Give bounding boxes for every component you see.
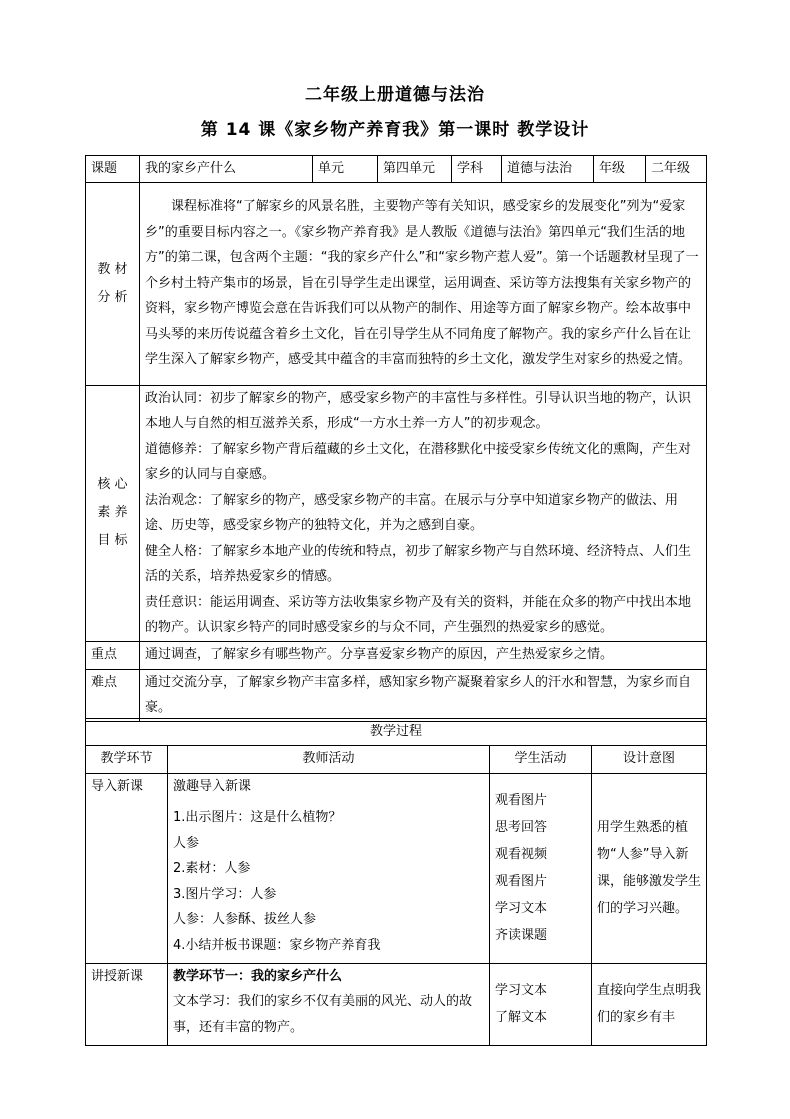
goal-item: 责任意识：能运用调查、采访等方法收集家乡物产及有关的资料，并能在众多的物产中找出本地的物产。认识家乡特产的同时感受家乡的与众不同，产生强烈的热爱家乡的感觉。	[145, 594, 692, 635]
header-teacher: 教师活动	[168, 745, 490, 773]
difficulty-row	[86, 669, 707, 721]
subject-value: 道德与法治	[502, 156, 594, 183]
goal-item: 道德修养：了解家乡物产背后蕴藏的乡土文化，在潜移默化中接受家乡传统文化的熏陶，产生对家乡的认同与自豪感。	[145, 441, 692, 482]
student-activity-cell: 观看图片 思考回答 观看视频 观看图片 学习文本 齐读课题	[490, 773, 592, 963]
header-intent: 设计意图	[592, 745, 707, 773]
process-title: 教学过程	[86, 719, 707, 746]
subject-label: 学科	[452, 156, 502, 183]
process-row-intro	[86, 773, 707, 963]
teacher-activity-cell: 教学环节一：我的家乡产什么 文本学习：我们的家乡不仅有美丽的风光、动人的故事，还有丰富的物产。	[168, 963, 490, 1045]
unit-value: 第四单元	[378, 156, 452, 183]
process-title-row	[86, 719, 707, 746]
teaching-process-table	[85, 718, 707, 1046]
document-subtitle: 第 14 课《家乡物产养育我》第一课时 教学设计	[200, 120, 590, 140]
info-row	[86, 156, 707, 183]
goal-item: 健全人格：了解家乡本地产业的传统和特点，初步了解家乡物产与自然环境、经济特点、人们生活的关系，培养热爱家乡的情感。	[145, 543, 692, 584]
grade-value: 二年级	[646, 156, 707, 183]
grade-label: 年级	[594, 156, 646, 183]
key-point-label: 重点	[86, 641, 140, 669]
process-row-teaching	[86, 963, 707, 1045]
lesson-info-table	[85, 155, 707, 722]
goals-text	[140, 385, 707, 641]
goals-label: 核 心 素 养 目 标	[86, 385, 140, 641]
design-intent-cell: 用学生熟悉的植物“人参”导入新课，能够激发学生们的学习兴趣。	[592, 773, 707, 963]
document-title: 二年级上册道德与法治	[305, 85, 485, 105]
teacher-activity-cell: 激趣导入新课 1.出示图片：这是什么植物？ 人参 2.素材：人参 3.图片学习：人参 人参：人参酥、拔丝人参 4.小结并板书课题：家乡物产养育我	[168, 773, 490, 963]
key-point-text: 通过调查，了解家乡有哪些物产。分享喜爱家乡物产的原因，产生热爱家乡之情。	[140, 641, 707, 669]
topic-value: 我的家乡产什么	[140, 156, 313, 183]
header-stage: 教学环节	[86, 745, 168, 773]
topic-label: 课题	[86, 156, 140, 183]
goal-item: 政治认同：初步了解家乡的物产，感受家乡物产的丰富性与多样性。引导认识当地的物产，认识本地人与自然的相互滋养关系，形成“一方水土养一方人”的初步观念。	[145, 390, 692, 431]
analysis-text: 课程标准将“了解家乡的风景名胜，主要物产等有关知识，感受家乡的发展变化”列为“爱家乡”的重要目标内容之一。《家乡物产养育我》是人教版《道德与法治》第四单元“我们生活的地方”的第二课，包含两个主题：“我的家乡产什么”和“家乡物产惹人爱”。第一个话题教材呈现了一个乡村土特产集市的场景，旨在引导学生走出课堂，运用调查、采访等方法搜集有关家乡物产的资料，家乡物产博览会意在告诉我们可以从物产的制作、用途等方面了解家乡物产。绘本故事中马头琴的来历传说蕴含着乡土文化，旨在引导学生从不同角度了解物产。我的家乡产什么旨在让学生深入了解家乡物产，感受其中蕴含的丰富而独特的乡土文化，激发学生对家乡的热爱之情。	[140, 182, 707, 385]
goals-row	[86, 385, 707, 641]
design-intent-cell: 直接向学生点明我们的家乡有丰	[592, 963, 707, 1045]
key-point-row	[86, 641, 707, 669]
difficulty-label: 难点	[86, 669, 140, 721]
stage-cell: 导入新课	[86, 773, 168, 963]
analysis-label: 教 材 分 析	[86, 182, 140, 385]
stage-cell: 讲授新课	[86, 963, 168, 1045]
analysis-row	[86, 182, 707, 385]
process-header-row	[86, 745, 707, 773]
unit-label: 单元	[313, 156, 378, 183]
goal-item: 法治观念：了解家乡的物产，感受家乡物产的丰富。在展示与分享中知道家乡物产的做法、用途、历史等，感受家乡物产的独特文化，并为之感到自豪。	[145, 492, 679, 533]
header-student: 学生活动	[490, 745, 592, 773]
student-activity-cell: 学习文本 了解文本	[490, 963, 592, 1045]
difficulty-text: 通过交流分享，了解家乡物产丰富多样，感知家乡物产凝聚着家乡人的汗水和智慧，为家乡而自豪。	[140, 669, 707, 721]
